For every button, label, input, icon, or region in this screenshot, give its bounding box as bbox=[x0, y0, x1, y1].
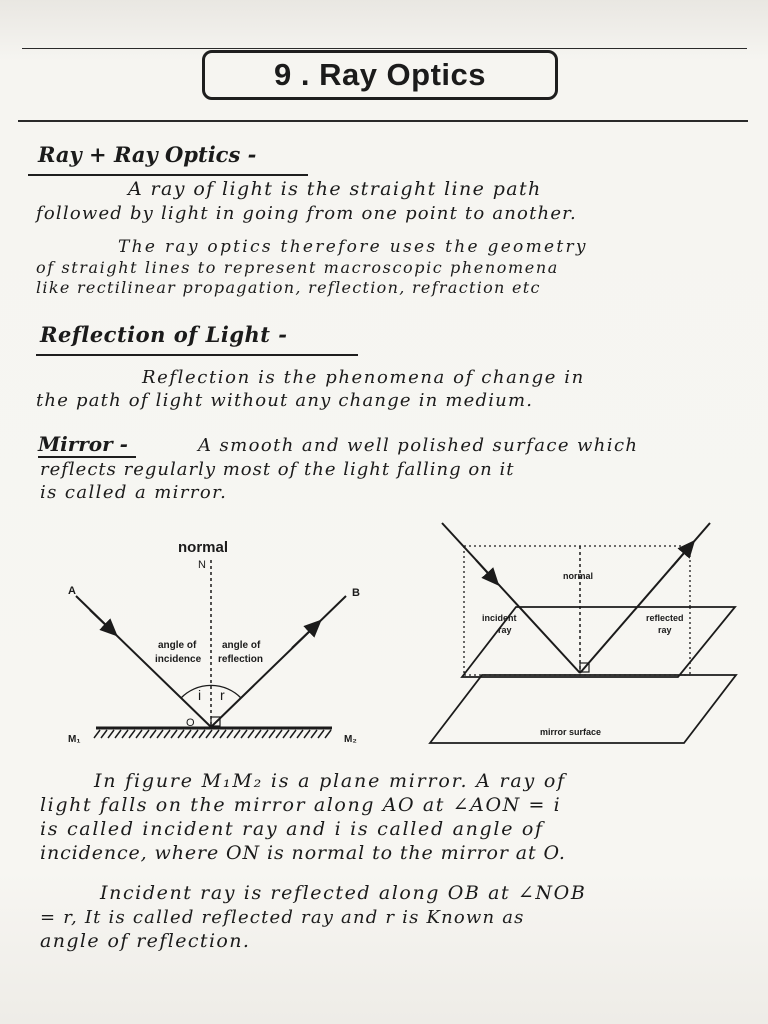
m2-label: M₂ bbox=[344, 734, 357, 745]
paragraph-line: Reflection is the phenomena of change in bbox=[142, 367, 585, 388]
a-label: A bbox=[68, 585, 76, 597]
angle-reflection-label: angle of bbox=[222, 640, 261, 651]
incident-ray-label: ray bbox=[498, 625, 512, 635]
mirror-term: Mirror - bbox=[38, 432, 128, 456]
r-label: r bbox=[220, 687, 225, 703]
heading-underline bbox=[28, 174, 308, 176]
paragraph-line: is called incident ray and i is called angle of bbox=[40, 818, 544, 840]
m1-label: M₁ bbox=[68, 734, 81, 745]
paragraph-line: = r, It is called reflected ray and r is Known as bbox=[40, 907, 525, 928]
angle-incidence-label: incidence bbox=[155, 654, 202, 665]
reflected-ray-label: ray bbox=[658, 625, 672, 635]
normal-label: normal bbox=[178, 539, 229, 556]
reflected-ray-label: reflected bbox=[646, 613, 684, 623]
b-label: B bbox=[352, 587, 360, 599]
section-heading-reflection: Reflection of Light - bbox=[40, 322, 288, 347]
reflection-3d-diagram bbox=[420, 515, 740, 755]
heading-underline bbox=[36, 354, 358, 356]
reflected-arrow bbox=[292, 625, 316, 648]
paragraph-line: The ray optics therefore uses the geometry bbox=[118, 237, 588, 257]
paragraph-line: is called a mirror. bbox=[40, 482, 228, 503]
paragraph-line: A smooth and well polished surface which bbox=[198, 435, 639, 456]
title-rule bbox=[18, 120, 748, 122]
paragraph-line: light falls on the mirror along AO at ∠AON = i bbox=[40, 794, 562, 816]
paragraph-line: Incident ray is reflected along OB at ∠NOB bbox=[100, 882, 587, 904]
n-label: N bbox=[198, 559, 206, 571]
i-label: i bbox=[198, 687, 202, 703]
angle-incidence-label: angle of bbox=[158, 640, 197, 651]
mirror-hatching bbox=[94, 730, 331, 738]
top-rule bbox=[22, 48, 747, 49]
reflected-arrow bbox=[672, 546, 690, 567]
paragraph-line: of straight lines to represent macroscopic phenomena bbox=[36, 258, 559, 277]
paragraph-line: In figure M₁M₂ is a plane mirror. A ray of bbox=[94, 770, 566, 792]
paragraph-line: A ray of light is the straight line path bbox=[128, 178, 542, 200]
incident-arrow bbox=[90, 610, 112, 631]
paragraph-line: reflects regularly most of the light falling on it bbox=[40, 459, 515, 480]
incident-ray-label: incident bbox=[482, 613, 517, 623]
paragraph-line: angle of reflection. bbox=[40, 930, 251, 952]
page-title: 9 . Ray Optics bbox=[202, 50, 558, 100]
paragraph-line: the path of light without any change in medium. bbox=[36, 390, 534, 411]
mirror-surface-label: mirror surface bbox=[540, 727, 602, 737]
paragraph-line: like rectilinear propagation, reflection, refraction etc bbox=[36, 278, 541, 297]
normal-label: normal bbox=[563, 571, 594, 581]
angle-reflection-label: reflection bbox=[218, 654, 264, 665]
section-heading-ray-optics: Ray + Ray Optics - bbox=[38, 142, 257, 167]
o-label: O bbox=[186, 717, 195, 729]
reflection-diagram bbox=[60, 530, 380, 760]
paragraph-line: followed by light in going from one point to another. bbox=[36, 203, 577, 224]
incident-arrow bbox=[476, 560, 494, 580]
paragraph-line: incidence, where ON is normal to the mirror at O. bbox=[40, 842, 566, 864]
